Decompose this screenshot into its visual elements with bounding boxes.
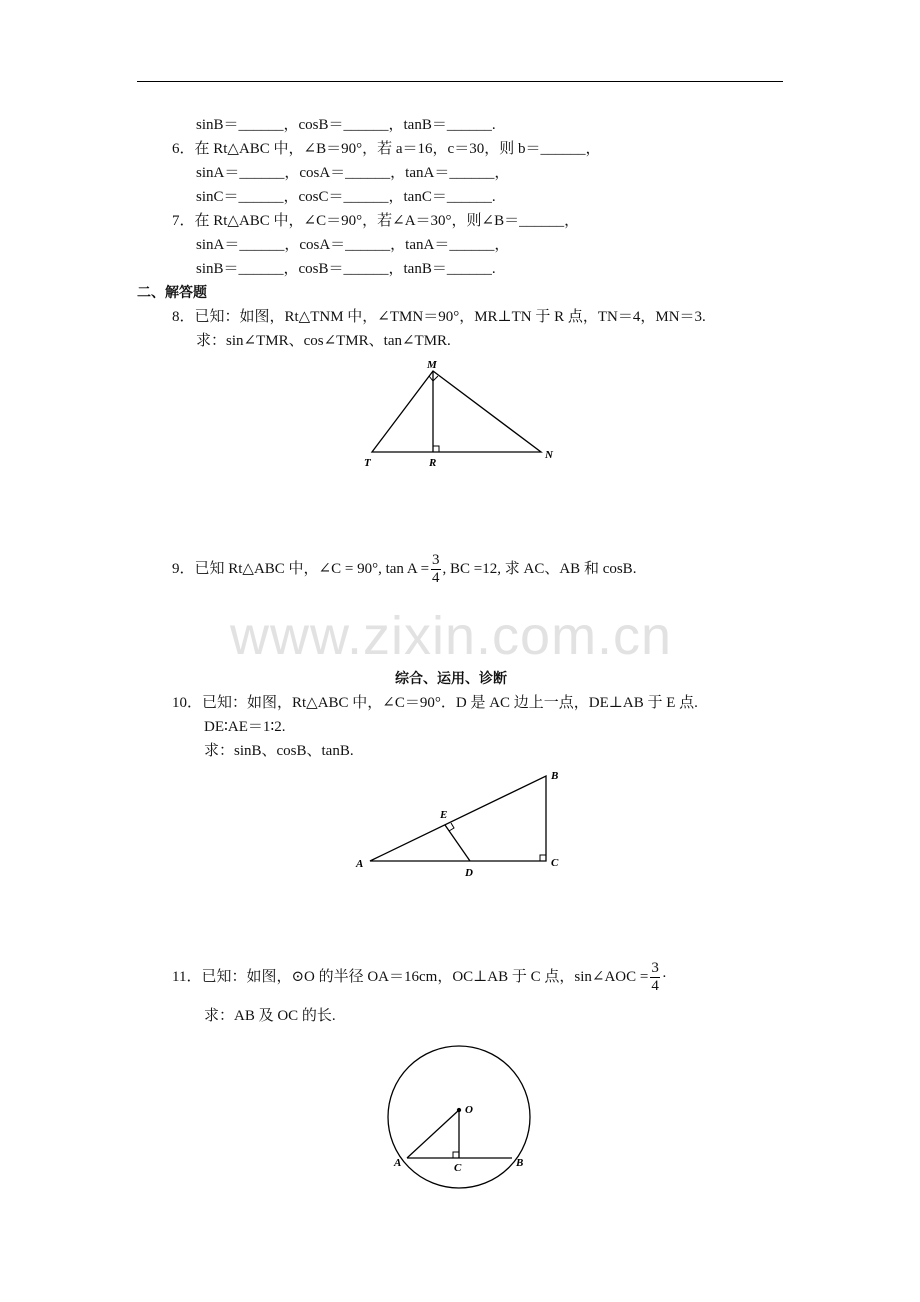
q11-text: 11．已知：如图，⊙O 的半径 OA＝16cm，OC⊥AB 于 C 点，sin∠AOC = bbox=[172, 968, 649, 985]
svg-text:C: C bbox=[454, 1162, 462, 1174]
q8-line: 8．已知：如图，Rt△TNM 中，∠TMN＝90°，MR⊥TN 于 R 点，TN＝4，MN＝3. bbox=[172, 309, 706, 325]
numerator: 3 bbox=[651, 960, 659, 976]
q11-text: · bbox=[661, 968, 667, 985]
denominator: 4 bbox=[651, 978, 659, 994]
denominator: 4 bbox=[432, 570, 440, 586]
q10-line: DE∶AE＝1∶2. bbox=[204, 719, 286, 735]
svg-text:E: E bbox=[440, 809, 448, 821]
svg-text:B: B bbox=[516, 1157, 524, 1169]
figure-circle bbox=[388, 1046, 530, 1188]
figure-triangle-abc bbox=[355, 770, 559, 879]
q9-text: 9．已知 Rt△ABC 中，∠C = 90°, tan A = bbox=[172, 560, 430, 577]
q8-line: 求：sin∠TMR、cos∠TMR、tan∠TMR. bbox=[196, 333, 451, 349]
svg-text:N: N bbox=[545, 449, 553, 461]
q7-line: sinA＝______，cosA＝______，tanA＝______， bbox=[196, 237, 510, 253]
svg-text:T: T bbox=[364, 457, 371, 469]
q10-line: 10．已知：如图，Rt△ABC 中，∠C＝90°．D 是 AC 边上一点，DE⊥AB 于 E 点. bbox=[172, 695, 698, 711]
svg-text:C: C bbox=[551, 857, 559, 869]
section-heading: 综合、运用、诊断 bbox=[395, 671, 507, 687]
q9-text: , BC =12, 求 AC、AB 和 cosB. bbox=[442, 560, 637, 577]
q7-line: 7．在 Rt△ABC 中，∠C＝90°，若∠A＝30°，则∠B＝______， bbox=[172, 213, 580, 229]
svg-text:R: R bbox=[429, 457, 437, 469]
svg-text:M: M bbox=[427, 359, 437, 371]
figure-triangle-tnm bbox=[364, 359, 554, 469]
q6-line: 6．在 Rt△ABC 中，∠B＝90°，若 a＝16，c＝30，则 b＝______， bbox=[172, 141, 601, 157]
q10-line: 求：sinB、cosB、tanB. bbox=[204, 743, 354, 759]
numerator: 3 bbox=[432, 552, 440, 568]
q7-line: sinB＝______，cosB＝______，tanB＝______. bbox=[196, 261, 496, 277]
q11-line: 求：AB 及 OC 的长. bbox=[204, 1008, 336, 1024]
watermark: www.zixin.com.cn bbox=[230, 606, 673, 666]
svg-text:A: A bbox=[356, 858, 364, 870]
q6-line: sinC＝______，cosC＝______，tanC＝______. bbox=[196, 189, 496, 205]
section-heading: 二、解答题 bbox=[137, 285, 207, 301]
svg-text:B: B bbox=[551, 770, 559, 782]
svg-text:A: A bbox=[394, 1157, 402, 1169]
q5-line: sinB＝______，cosB＝______，tanB＝______. bbox=[196, 117, 496, 133]
q6-line: sinA＝______，cosA＝______，tanA＝______， bbox=[196, 165, 510, 181]
svg-text:D: D bbox=[465, 867, 473, 879]
svg-text:O: O bbox=[465, 1104, 473, 1116]
